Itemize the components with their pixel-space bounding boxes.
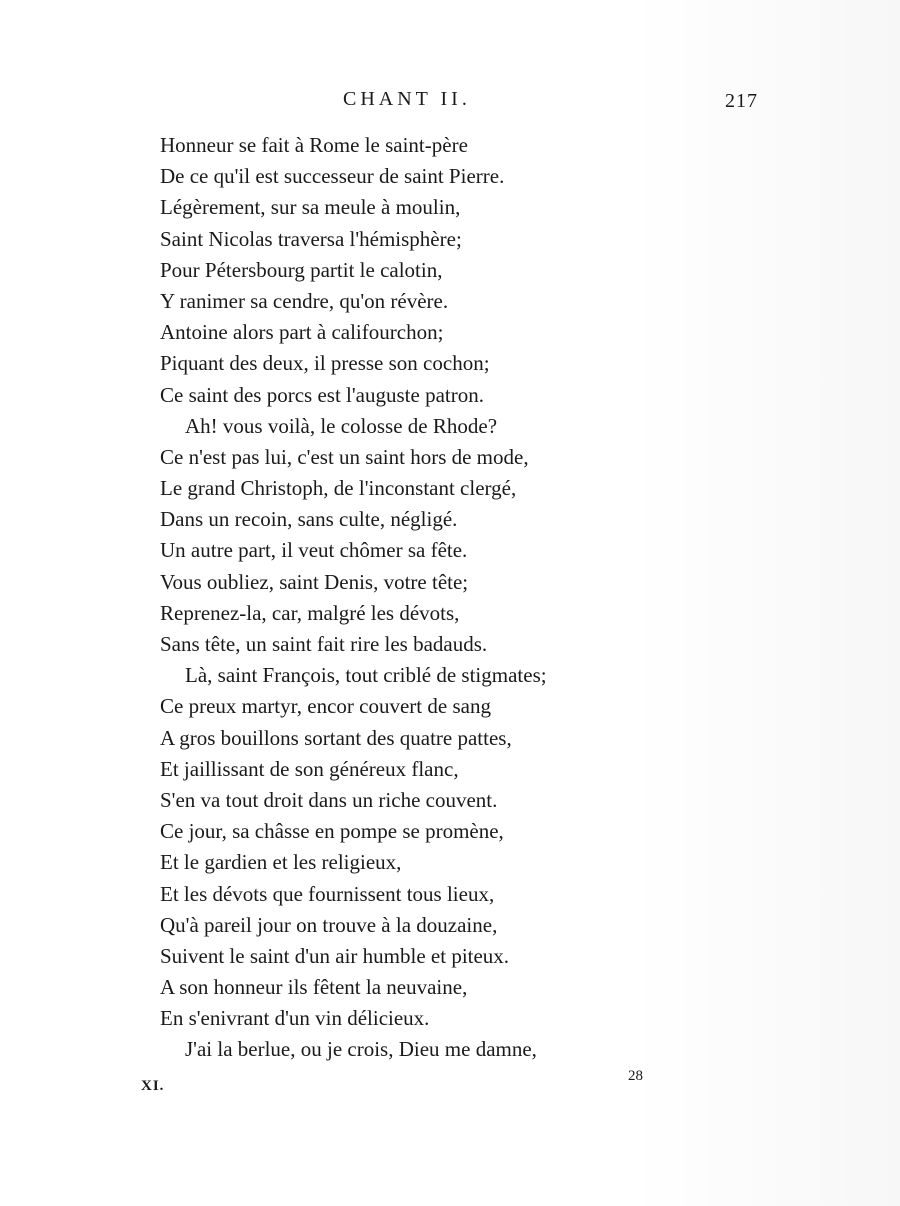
verse-line: Antoine alors part à califourchon; xyxy=(160,320,444,345)
verse-line: Sans tête, un saint fait rire les badauds. xyxy=(160,632,488,656)
verse-line: Ce saint des porcs est l'auguste patron. xyxy=(160,382,484,407)
verse-line: Et les dévots que fournissent tous lieux, xyxy=(160,881,495,906)
verse-line: Ce preux martyr, encor couvert de sang xyxy=(160,694,491,719)
verse-line: Qu'à pareil jour on trouve à la douzaine, xyxy=(160,912,498,937)
verse-line: Un autre part, il veut chômer sa fête. xyxy=(160,538,468,563)
verse-line: Y ranimer sa cendre, qu'on révère. xyxy=(160,288,449,313)
verse-line: Ce jour, sa châsse en pompe se promène, xyxy=(160,819,504,844)
verse-line: Saint Nicolas traversa l'hémisphère; xyxy=(160,226,462,251)
verse-line: Suivent le saint d'un air humble et piteux. xyxy=(160,943,510,968)
page-number: 217 xyxy=(725,90,758,112)
verse-line: Ce n'est pas lui, c'est un saint hors de mode, xyxy=(160,444,529,469)
verse-line: Là, saint François, tout criblé de stigmates; xyxy=(185,663,547,688)
running-head xyxy=(0,88,900,118)
verse-line: S'en va tout droit dans un riche couvent. xyxy=(160,787,498,812)
verse-line: Légèrement, sur sa meule à moulin, xyxy=(160,195,461,220)
verse-line: A gros bouillons sortant des quatre pattes, xyxy=(160,725,512,750)
sheet-number: 28 xyxy=(628,1068,643,1084)
page-footer xyxy=(0,1068,900,1098)
verse-line: De ce qu'il est successeur de saint Pierre. xyxy=(160,164,505,189)
verse-line: Pour Pétersbourg partit le calotin, xyxy=(160,257,443,282)
verse-line: Le grand Christoph, de l'inconstant clergé, xyxy=(160,476,517,501)
verse-line: Dans un recoin, sans culte, négligé. xyxy=(160,507,458,532)
verse-line: En s'enivrant d'un vin délicieux. xyxy=(160,1006,430,1031)
verse-line: J'ai la berlue, ou je crois, Dieu me damne, xyxy=(185,1037,537,1062)
signature-mark: XI. xyxy=(141,1078,165,1094)
verse-line: Piquant des deux, il presse son cochon; xyxy=(160,351,490,376)
verse-line: Et jaillissant de son généreux flanc, xyxy=(160,756,459,781)
verse-line: Vous oubliez, saint Denis, votre tête; xyxy=(160,569,469,594)
verse-line: Reprenez-la, car, malgré les dévots, xyxy=(160,600,460,625)
verse-line: A son honneur ils fêtent la neuvaine, xyxy=(160,975,468,1000)
verse-line: Et le gardien et les religieux, xyxy=(160,850,402,875)
poem-text xyxy=(160,130,800,1066)
chapter-title: CHANT II. xyxy=(343,88,471,110)
verse-line: Honneur se fait à Rome le saint-père xyxy=(160,133,468,157)
verse-line: Ah! vous voilà, le colosse de Rhode? xyxy=(185,413,498,438)
